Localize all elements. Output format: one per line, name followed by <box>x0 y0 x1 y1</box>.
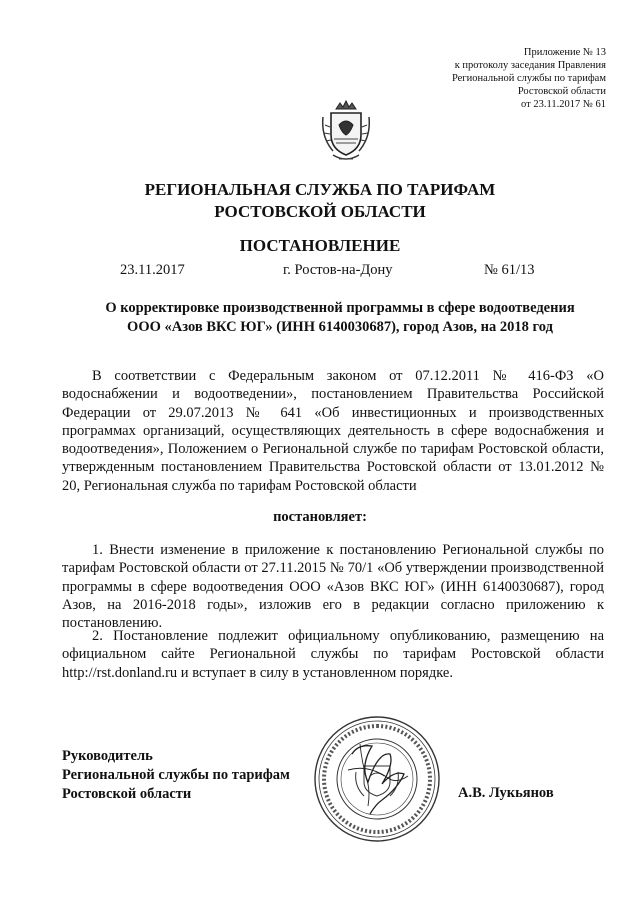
document-subject <box>66 299 614 337</box>
subject-line: ООО «Азов ВКС ЮГ» (ИНН 6140030687), город Азов, на 2018 год <box>127 319 553 335</box>
appendix-line: Региональной службы по тарифам <box>451 73 606 84</box>
subject-line: О корректировке производственной программы в сфере водоотведения <box>105 300 575 316</box>
coat-of-arms-icon <box>319 99 373 165</box>
appendix-line: Приложение № 13 <box>523 47 606 58</box>
resolution-item-1: 1. Внести изменение в приложение к постановлению Региональной службы по тарифам Ростовской области от 27.11.2015 № 70/1 «Об утверждении производственной программы в сфере водоотведения ООО «Азов ВКС ЮГ» (ИНН 6140030687), город Азов, на 2016-2018 годы», изложив его в редакции согласно приложению к постановлению. <box>62 542 604 632</box>
document-date: 23.11.2017 <box>120 262 185 278</box>
signatory-name: А.В. Лукьянов <box>458 785 554 801</box>
official-seal-icon <box>312 714 442 844</box>
decrees-heading: постановляет: <box>273 509 367 525</box>
organization-region: РОСТОВСКОЙ ОБЛАСТИ <box>214 202 426 221</box>
preamble-paragraph: В соответствии с Федеральным законом от 07.12.2011 № 416-ФЗ «О водоснабжении и водоотведении», постановлением Правительства Российской Федерации от 29.07.2013 № 641 «Об инвестиционных и производственных программах организаций, осуществляющих деятельность в сфере водоснабжения и водоотведения», Положением о Региональной службе по тарифам Ростовской области, утвержденным постановлением Правительства Ростовской области от 13.01.2012 № 20, Региональная служба по тарифам Ростовской области <box>62 368 604 494</box>
resolution-item-2: 2. Постановление подлежит официальному опубликованию, размещению на официальном сайте Региональной службы по тарифам Ростовской области http://rst.donland.ru и вступает в силу в установленном порядке. <box>62 628 604 681</box>
appendix-line: от 23.11.2017 № 61 <box>521 99 606 110</box>
document-number: № 61/13 <box>484 262 535 278</box>
appendix-line: Ростовской области <box>517 86 606 97</box>
document-city: г. Ростов-на-Дону <box>283 262 393 278</box>
signatory-position <box>62 747 290 803</box>
appendix-note <box>452 46 606 111</box>
signatory-line: Ростовской области <box>62 785 192 802</box>
appendix-line: к протоколу заседания Правления <box>454 60 606 71</box>
document-title: ПОСТАНОВЛЕНИЕ <box>239 236 401 255</box>
organization-title: РЕГИОНАЛЬНАЯ СЛУЖБА ПО ТАРИФАМ <box>144 180 496 199</box>
signatory-line: Региональной службы по тарифам <box>62 766 290 783</box>
signatory-line: Руководитель <box>62 748 153 764</box>
